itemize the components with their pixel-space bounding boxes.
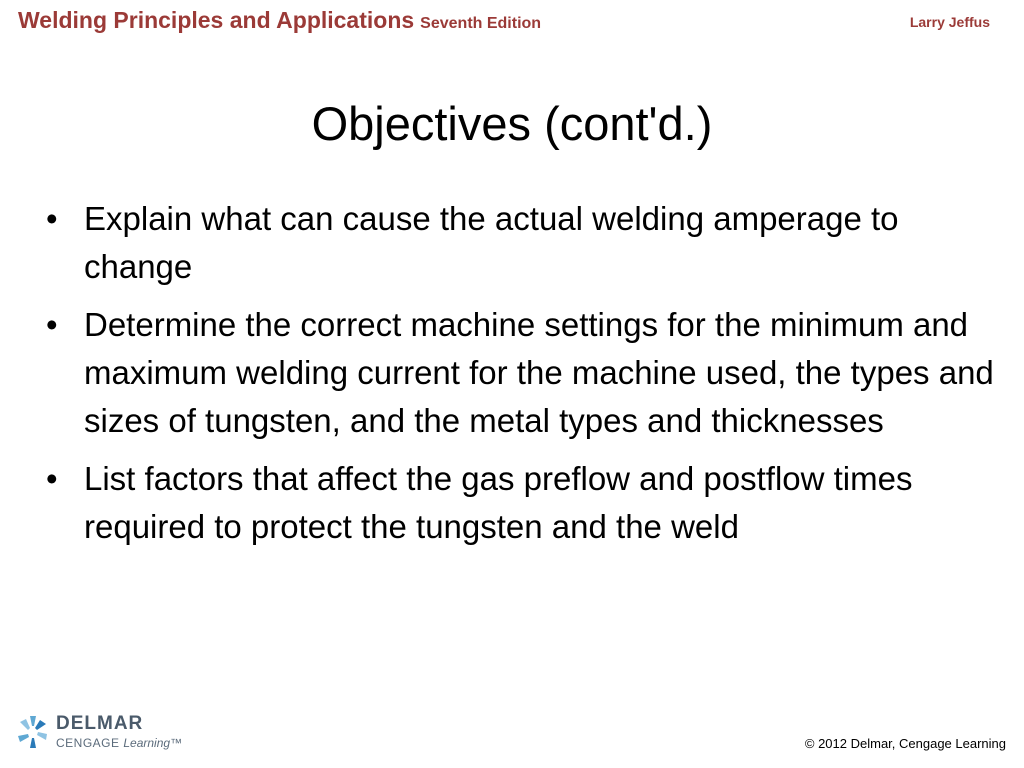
author-name: Larry Jeffus [909,14,990,30]
logo-delmar-text: DELMAR [56,713,144,734]
logo-cengage-brand: CENGAGE [56,736,120,750]
logo-petal [30,738,36,748]
bullet-item [40,195,1000,291]
logo-petal [20,719,30,730]
book-edition: Seventh Edition [420,15,542,32]
publisher-logo [16,712,216,756]
book-title [18,7,541,34]
logo-petal [30,716,36,726]
slide-title: Objectives (cont'd.) [311,97,713,150]
header-bar [0,0,1024,44]
logo-petal [35,720,46,730]
bullet-text: Determine the correct machine settings for the minimum and maximum welding current for the machine used, the types and sizes of tungsten, and the metal types and thicknesses [84,306,994,439]
bullet-item [40,455,1000,551]
bullet-item [40,301,1000,445]
delmar-star-icon [16,714,50,750]
bullet-text: Explain what can cause the actual welding amperage to change [84,200,899,285]
logo-learning-text: Learning [123,736,171,750]
bullet-dot-icon: • [46,200,58,237]
book-title-text: Welding Principles and Applications [18,7,415,33]
logo-petal [18,734,29,742]
bullet-dot-icon: • [46,306,58,343]
bullet-text: List factors that affect the gas preflow and postflow times required to protect the tungsten and the weld [84,460,913,545]
bullet-dot-icon: • [46,460,58,497]
copyright-notice: © 2012 Delmar, Cengage Learning [804,736,1006,751]
logo-cengage-text [56,736,183,750]
logo-petal [37,732,47,740]
bullet-list [40,195,1000,561]
logo-trademark: ™ [170,736,183,750]
